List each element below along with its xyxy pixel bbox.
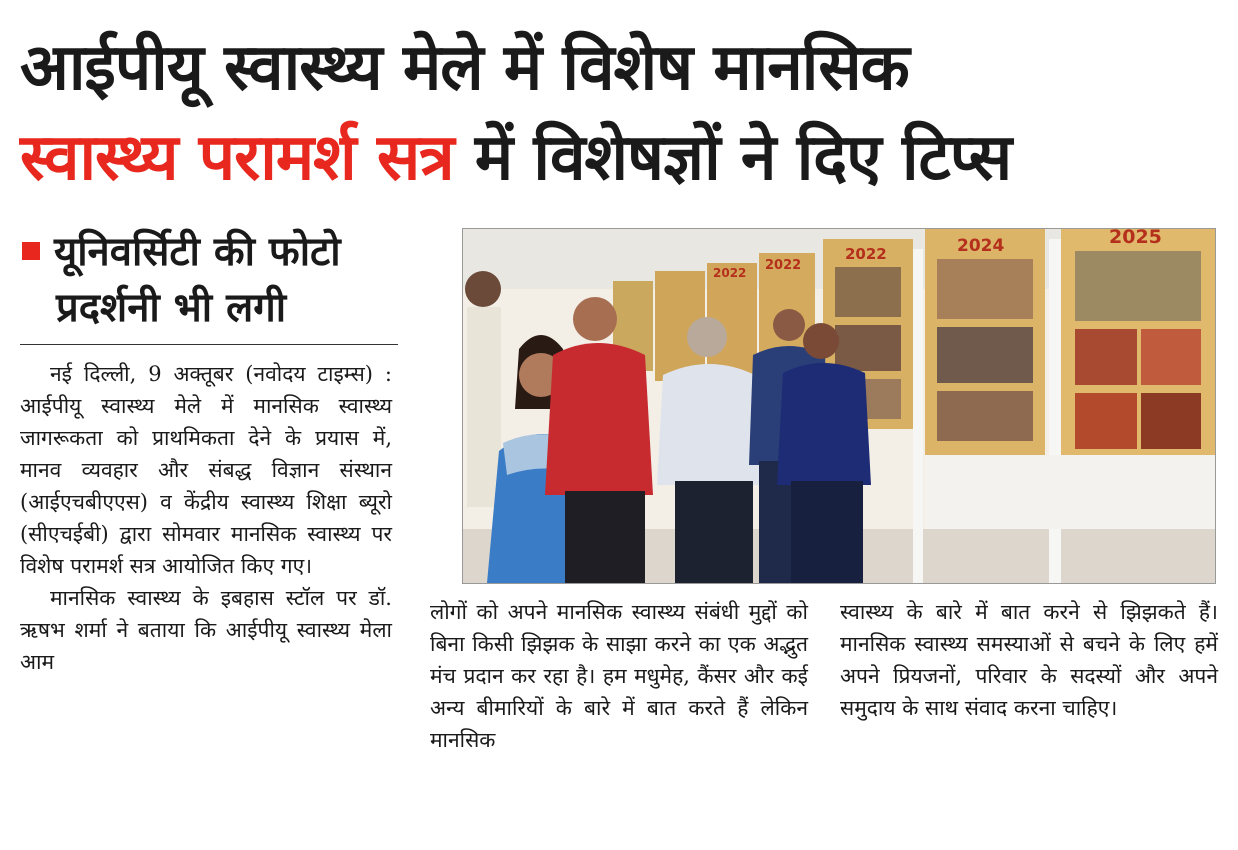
article-column-1 [20,358,392,678]
column1-paragraph-2: मानसिक स्वास्थ्य के इबहास स्टॉल पर डॉ. ऋषभ शर्मा ने बताया कि आईपीयू स्वास्थ्य मेला आम [20,586,392,674]
subhead-text-1: यूनिवर्सिटी की फोटो [54,229,341,275]
subhead-line-2: प्रदर्शनी भी लगी [56,285,287,331]
headline-black-part: में विशेषज्ञों ने दिए टिप्स [453,121,1012,195]
subhead-line-1 [22,224,402,280]
subheadline [22,224,402,336]
headline-red-part: स्वास्थ्य परामर्श सत्र [20,121,454,195]
panel-year-4: 2024 [957,236,1005,256]
panel-year-3: 2022 [845,245,887,263]
exhibition-photo [462,228,1216,584]
column1-paragraph-1: नई दिल्ली, 9 अक्तूबर (नवोदय टाइम्स) : आईपीयू स्वास्थ्य मेले में मानसिक स्वास्थ्य जागरूकता को प्राथमिकता देने के प्रयास में, मानव व्यवहार और संबद्ध विज्ञान संस्थान (आईएचबीएएस) व केंद्रीय स्वास्थ्य शिक्षा ब्यूरो (सीएचईबी) द्वारा सोमवार मानसिक स्वास्थ्य पर विशेष परामर्श सत्र आयोजित किए गए। [20,362,392,578]
divider-rule [20,344,398,345]
article-column-2 [430,596,808,756]
panel-year-1: 2022 [713,266,747,280]
article-column-3 [840,596,1218,724]
exhibition-photo-illustration [463,229,1215,583]
panel-year-5: 2025 [1109,229,1162,248]
column2-paragraph-1: लोगों को अपने मानसिक स्वास्थ्य संबंधी मुद्दों को बिना किसी झिझक के साझा करने का एक अद्भुत मंच प्रदान कर रहा है। हम मधुमेह, कैंसर और कई अन्य बीमारियों के बारे में बात करते हैं लेकिन मानसिक [430,600,808,752]
headline-line-1: आईपीयू स्वास्थ्य मेले में विशेष मानसिक [20,31,909,105]
column3-paragraph-1: स्वास्थ्य के बारे में बात करने से झिझकते हैं। मानसिक स्वास्थ्य समस्याओं से बचने के लिए हमें अपने प्रियजनों, परिवार के सदस्यों और अपने समुदाय के साथ संवाद करना चाहिए। [840,600,1218,720]
panel-year-2: 2022 [765,258,802,273]
square-bullet-icon [22,242,40,260]
headline-line-2 [20,118,1220,198]
